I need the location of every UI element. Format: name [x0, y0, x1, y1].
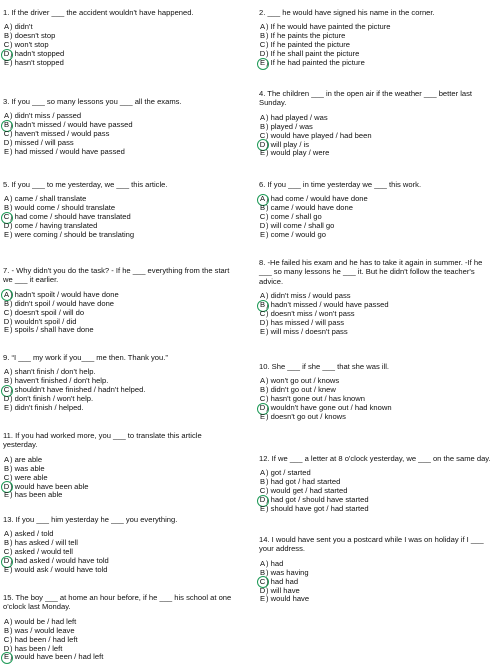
question-11 — [3, 431, 235, 500]
option-paren: ) — [10, 138, 15, 148]
answer-options — [259, 114, 491, 159]
question-stem: 11. If you had worked more, you ___ to translate this article yesterday. — [3, 431, 202, 450]
option-text: didn't go out / knew — [270, 385, 336, 395]
option-paren: ) — [266, 203, 271, 213]
option-text: If he shall paint the picture — [270, 49, 360, 59]
option-paren: ) — [10, 230, 15, 240]
option-paren: ) — [266, 31, 271, 41]
answer-option — [3, 566, 235, 575]
option-paren: ) — [266, 486, 271, 496]
option-text: has missed / will pass — [270, 317, 345, 327]
answer-option — [3, 653, 235, 662]
option-text: had come / should have translated — [14, 212, 131, 222]
option-paren: ) — [266, 139, 271, 149]
answer-option — [259, 328, 491, 337]
option-letter: B — [3, 203, 10, 213]
answer-option — [3, 148, 235, 157]
option-text: hasn't gone out / has known — [270, 394, 365, 404]
option-letter: D — [3, 138, 10, 148]
option-paren: ) — [10, 385, 15, 395]
option-text: shan't finish / don't help. — [14, 367, 96, 377]
question-stem: 13. If you ___ him yesterday he ___ you everything. — [3, 515, 178, 524]
question-stem: 8. -He failed his exam and he has to take it again in summer. -If he ___ so many lessons he ___ it. But he didn't follow the teacher's advice. — [259, 258, 483, 286]
option-text: wouldn't spoil / did — [14, 316, 77, 326]
question-15 — [3, 593, 235, 662]
option-text: didn't — [14, 22, 33, 32]
option-letter: E — [259, 504, 266, 514]
option-letter: C — [3, 307, 10, 317]
option-paren: ) — [266, 58, 271, 68]
option-text: doesn't stop — [14, 31, 56, 41]
question-stem: 15. The boy ___ at home an hour before, if he ___ his school at one o'clock last Monday. — [3, 593, 232, 612]
answer-option — [259, 413, 491, 422]
answer-option — [259, 595, 491, 604]
question-stem: 14. I would have sent you a postcard while I was on holiday if I ___ your address. — [259, 535, 484, 554]
option-paren: ) — [10, 147, 15, 157]
option-paren: ) — [266, 585, 271, 595]
answer-options — [259, 292, 491, 337]
answer-options — [3, 291, 235, 336]
answer-option — [259, 59, 491, 68]
option-paren: ) — [266, 121, 271, 131]
circled-option-letter: C — [3, 212, 10, 222]
option-text: doesn't go out / knows — [270, 412, 346, 422]
option-text: asked / would tell — [14, 547, 73, 557]
option-letter: B — [3, 376, 10, 386]
option-text: should have got / had started — [270, 504, 369, 514]
option-paren: ) — [266, 212, 271, 222]
option-letter: B — [259, 385, 266, 395]
option-paren: ) — [10, 481, 15, 491]
option-letter: B — [259, 31, 266, 41]
option-text: hadn't missed / would have passed — [270, 300, 389, 310]
option-letter: A — [3, 529, 10, 539]
answer-option — [3, 491, 235, 500]
option-text: hadn't stopped — [14, 49, 65, 59]
circled-option-letter: B — [3, 120, 10, 130]
option-paren: ) — [10, 120, 15, 130]
option-letter: C — [3, 547, 10, 557]
option-paren: ) — [266, 477, 271, 487]
option-text: hadn't missed / would have passed — [14, 120, 133, 130]
circled-option-letter: E — [259, 58, 266, 68]
option-text: has asked / will tell — [14, 538, 78, 548]
option-paren: ) — [10, 111, 15, 121]
circled-option-letter: D — [3, 556, 10, 566]
option-letter: E — [259, 326, 266, 336]
option-text: If he would have painted the picture — [270, 22, 391, 32]
option-text: won't go out / knows — [270, 376, 340, 386]
option-letter: A — [259, 22, 266, 32]
question-9 — [3, 353, 235, 413]
option-letter: A — [3, 194, 10, 204]
option-letter: A — [3, 111, 10, 121]
question-5 — [3, 180, 235, 240]
option-letter: C — [3, 40, 10, 50]
circled-option-letter: A — [259, 194, 266, 204]
option-paren: ) — [266, 558, 271, 568]
option-paren: ) — [10, 634, 15, 644]
option-letter: E — [3, 565, 10, 575]
option-text: come / shall go — [270, 212, 322, 222]
option-letter: A — [259, 558, 266, 568]
option-paren: ) — [266, 221, 271, 231]
option-text: If he painted the picture — [270, 40, 351, 50]
option-letter: E — [259, 230, 266, 240]
option-paren: ) — [266, 468, 271, 478]
option-letter: D — [3, 394, 10, 404]
option-text: had had — [270, 576, 299, 586]
option-text: won't stop — [14, 40, 49, 50]
option-paren: ) — [266, 495, 271, 505]
answer-options — [259, 377, 491, 422]
option-paren: ) — [266, 403, 271, 413]
option-paren: ) — [266, 567, 271, 577]
option-text: would ask / would have told — [14, 565, 108, 575]
question-stem: 7. - Why didn't you do the task? - If he ___ everything from the start we ___ it earlier. — [3, 266, 230, 285]
answer-options — [3, 456, 235, 501]
option-paren: ) — [10, 194, 15, 204]
answer-options — [259, 560, 491, 605]
option-letter: E — [3, 230, 10, 240]
option-text: has been / left — [14, 643, 63, 653]
option-text: had got / should have started — [270, 495, 369, 505]
option-paren: ) — [10, 49, 15, 59]
option-text: was able — [14, 463, 45, 473]
option-paren: ) — [266, 40, 271, 50]
option-text: played / was — [270, 121, 313, 131]
question-stem: 4. The children ___ in the open air if the weather ___ better last Sunday. — [259, 89, 473, 108]
option-paren: ) — [266, 49, 271, 59]
option-paren: ) — [266, 326, 271, 336]
option-letter: A — [3, 367, 10, 377]
option-text: would be / had left — [14, 616, 77, 626]
question-7 — [3, 266, 235, 335]
option-letter: A — [259, 112, 266, 122]
option-letter: B — [3, 463, 10, 473]
option-paren: ) — [10, 58, 15, 68]
circled-option-letter: E — [3, 652, 10, 662]
answer-option — [3, 59, 235, 68]
option-letter: C — [259, 130, 266, 140]
option-text: were coming / should be translating — [14, 230, 135, 240]
option-letter: D — [259, 585, 266, 595]
option-letter: E — [3, 147, 10, 157]
option-text: wouldn't have gone out / had known — [270, 403, 392, 413]
option-paren: ) — [266, 22, 271, 32]
answer-options — [3, 112, 235, 157]
option-letter: B — [3, 31, 10, 41]
option-letter: E — [259, 412, 266, 422]
option-paren: ) — [266, 230, 271, 240]
option-text: didn't miss / passed — [14, 111, 82, 121]
option-paren: ) — [10, 472, 15, 482]
option-letter: E — [259, 594, 266, 604]
option-letter: D — [3, 643, 10, 653]
option-letter: A — [259, 468, 266, 478]
option-text: missed / will pass — [14, 138, 74, 148]
question-stem: 6. If you ___ in time yesterday we ___ this work. — [259, 180, 422, 189]
option-letter: D — [259, 221, 266, 231]
question-stem: 12. If we ___ a letter at 8 o'clock yesterday, we ___ on the same day. — [259, 454, 491, 463]
question-stem: 3. If you ___ so many lessons you ___ all the exams. — [3, 97, 182, 106]
answer-option — [3, 404, 235, 413]
option-text: doesn't spoil / will do — [14, 307, 85, 317]
question-6 — [259, 180, 491, 240]
option-letter: A — [3, 454, 10, 464]
option-letter: B — [259, 203, 266, 213]
answer-options — [259, 469, 491, 514]
option-letter: E — [3, 403, 10, 413]
question-14 — [259, 535, 491, 604]
option-text: didn't finish / helped. — [14, 403, 84, 413]
option-paren: ) — [10, 316, 15, 326]
option-paren: ) — [10, 325, 15, 335]
option-text: are able — [14, 454, 43, 464]
option-letter: E — [3, 490, 10, 500]
option-paren: ) — [10, 616, 15, 626]
question-3 — [3, 97, 235, 157]
option-text: haven't missed / would pass — [14, 129, 110, 139]
option-paren: ) — [10, 289, 15, 299]
option-paren: ) — [10, 212, 15, 222]
option-text: were able — [14, 472, 48, 482]
option-text: had played / was — [270, 112, 328, 122]
option-letter: D — [259, 317, 266, 327]
option-text: If he paints the picture — [270, 31, 346, 41]
option-letter: C — [3, 129, 10, 139]
question-8 — [259, 258, 491, 337]
option-text: had asked / would have told — [14, 556, 109, 566]
option-paren: ) — [10, 565, 15, 575]
option-text: would have been able — [14, 481, 89, 491]
option-text: would play / were — [270, 148, 330, 158]
answer-option — [259, 231, 491, 240]
question-13 — [3, 515, 235, 575]
circled-option-letter: D — [3, 481, 10, 491]
option-text: didn't spoil / would have done — [14, 298, 115, 308]
option-letter: E — [259, 148, 266, 158]
option-text: will come / shall go — [270, 221, 335, 231]
question-stem: 9. “I ___ my work if you___ me then. Thank you.” — [3, 353, 168, 362]
option-letter: E — [3, 325, 10, 335]
option-text: would come / should translate — [14, 203, 116, 213]
option-text: would have — [270, 594, 310, 604]
option-text: don't finish / won't help. — [14, 394, 94, 404]
option-text: would have played / had been — [270, 130, 372, 140]
option-letter: C — [259, 212, 266, 222]
option-text: will play / is — [270, 139, 310, 149]
option-paren: ) — [10, 529, 15, 539]
option-letter: C — [259, 40, 266, 50]
circled-option-letter: A — [3, 289, 10, 299]
option-paren: ) — [266, 300, 271, 310]
option-letter: C — [3, 634, 10, 644]
answer-options — [3, 23, 235, 68]
answer-options — [259, 195, 491, 240]
question-1 — [3, 8, 235, 68]
option-paren: ) — [10, 376, 15, 386]
option-paren: ) — [10, 490, 15, 500]
option-letter: A — [3, 616, 10, 626]
option-paren: ) — [10, 40, 15, 50]
option-paren: ) — [10, 221, 15, 231]
question-stem: 2. ___ he would have signed his name in the corner. — [259, 8, 435, 17]
option-paren: ) — [266, 576, 271, 586]
option-letter: C — [3, 472, 10, 482]
option-text: would get / had started — [270, 486, 348, 496]
option-text: had come / would have done — [270, 194, 368, 204]
option-paren: ) — [266, 394, 271, 404]
option-paren: ) — [10, 307, 15, 317]
option-letter: D — [259, 49, 266, 59]
option-text: hasn't stopped — [14, 58, 64, 68]
option-letter: B — [259, 121, 266, 131]
answer-options — [3, 195, 235, 240]
option-text: got / started — [270, 468, 311, 478]
option-letter: B — [259, 477, 266, 487]
option-letter: B — [3, 625, 10, 635]
option-text: hadn't spoilt / would have done — [14, 289, 119, 299]
circled-option-letter: D — [259, 495, 266, 505]
option-paren: ) — [266, 317, 271, 327]
question-12 — [259, 454, 491, 514]
question-stem: 10. She ___ if she ___ that she was ill. — [259, 362, 390, 371]
question-2 — [259, 8, 491, 68]
option-paren: ) — [266, 594, 271, 604]
option-letter: A — [259, 376, 266, 386]
option-paren: ) — [10, 652, 15, 662]
option-paren: ) — [10, 538, 15, 548]
option-letter: D — [3, 316, 10, 326]
option-text: doesn't miss / won't pass — [270, 309, 355, 319]
option-text: come / would go — [270, 230, 326, 240]
option-text: shouldn't have finished / hadn't helped. — [14, 385, 146, 395]
answer-option — [259, 505, 491, 514]
option-paren: ) — [10, 367, 15, 377]
option-paren: ) — [10, 556, 15, 566]
circled-option-letter: D — [259, 139, 266, 149]
option-paren: ) — [10, 394, 15, 404]
option-paren: ) — [266, 385, 271, 395]
option-text: was / would leave — [14, 625, 75, 635]
option-paren: ) — [10, 129, 15, 139]
option-letter: E — [3, 58, 10, 68]
answer-option — [259, 149, 491, 158]
option-paren: ) — [10, 643, 15, 653]
answer-options — [259, 23, 491, 68]
option-paren: ) — [266, 148, 271, 158]
option-text: had missed / would have passed — [14, 147, 125, 157]
option-letter: A — [3, 22, 10, 32]
question-stem: 5. If you ___ to me yesterday, we ___ this article. — [3, 180, 168, 189]
answer-option — [3, 231, 235, 240]
answer-options — [3, 530, 235, 575]
option-text: came / shall translate — [14, 194, 87, 204]
option-letter: C — [259, 394, 266, 404]
option-paren: ) — [266, 112, 271, 122]
option-text: spoils / shall have done — [14, 325, 94, 335]
option-text: will have — [270, 585, 300, 595]
option-text: was having — [270, 567, 309, 577]
circled-option-letter: D — [259, 403, 266, 413]
option-paren: ) — [10, 625, 15, 635]
question-stem: 1. If the driver ___ the accident wouldn't have happened. — [3, 8, 194, 17]
answer-option — [3, 326, 235, 335]
option-paren: ) — [10, 463, 15, 473]
option-paren: ) — [266, 376, 271, 386]
option-text: came / would have done — [270, 203, 353, 213]
answer-options — [3, 368, 235, 413]
option-text: haven't finished / don't help. — [14, 376, 109, 386]
option-paren: ) — [266, 309, 271, 319]
option-letter: C — [259, 309, 266, 319]
option-text: would have been / had left — [14, 652, 104, 662]
circled-option-letter: C — [3, 385, 10, 395]
question-4 — [259, 89, 491, 158]
option-text: asked / told — [14, 529, 54, 539]
answer-options — [3, 618, 235, 663]
option-letter: B — [3, 298, 10, 308]
option-text: has been able — [14, 490, 63, 500]
circled-option-letter: C — [259, 576, 266, 586]
option-paren: ) — [10, 203, 15, 213]
option-text: didn't miss / would pass — [270, 291, 351, 301]
circled-option-letter: D — [3, 49, 10, 59]
option-text: If he had painted the picture — [270, 58, 365, 68]
option-letter: A — [259, 291, 266, 301]
option-paren: ) — [10, 454, 15, 464]
option-text: come / having translated — [14, 221, 98, 231]
option-paren: ) — [10, 22, 15, 32]
option-text: had — [270, 558, 284, 568]
option-paren: ) — [266, 130, 271, 140]
option-paren: ) — [266, 194, 271, 204]
option-paren: ) — [10, 298, 15, 308]
circled-option-letter: B — [259, 300, 266, 310]
option-text: had been / had left — [14, 634, 78, 644]
option-paren: ) — [10, 403, 15, 413]
option-text: had got / had started — [270, 477, 341, 487]
option-paren: ) — [10, 31, 15, 41]
option-paren: ) — [266, 504, 271, 514]
option-letter: B — [259, 567, 266, 577]
option-letter: D — [3, 221, 10, 231]
option-paren: ) — [266, 291, 271, 301]
option-letter: C — [259, 486, 266, 496]
option-text: will miss / doesn't pass — [270, 326, 348, 336]
option-letter: B — [3, 538, 10, 548]
question-10 — [259, 362, 491, 422]
option-paren: ) — [10, 547, 15, 557]
option-paren: ) — [266, 412, 271, 422]
